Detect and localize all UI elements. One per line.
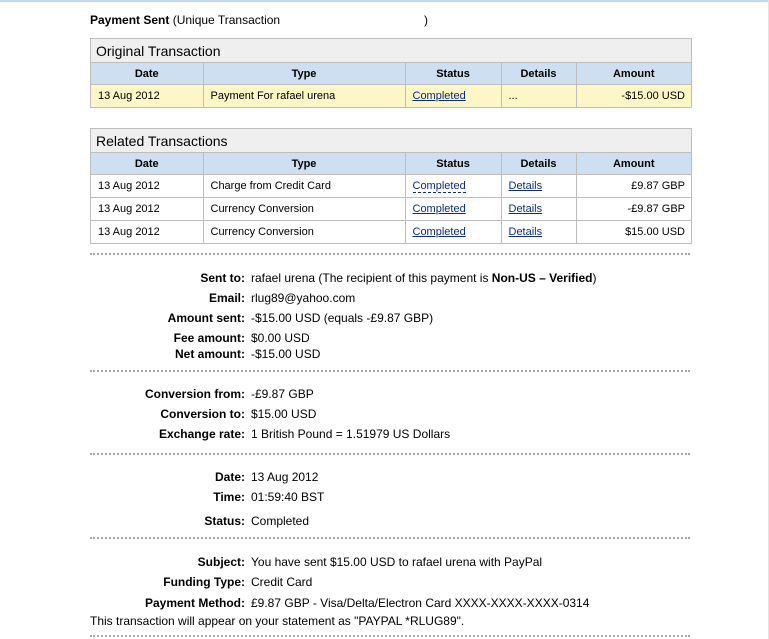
fee-amount-value: $0.00 USD: [251, 331, 310, 345]
original-transaction-title: Original Transaction: [91, 39, 691, 63]
cell-type: Payment For rafael urena: [203, 85, 405, 108]
cell-status: [405, 198, 501, 221]
recipient-name: rafael urena: [251, 271, 316, 285]
net-amount-value: -$15.00 USD: [251, 347, 321, 361]
exchange-rate-row: [0, 427, 769, 443]
cell-status: [405, 85, 501, 108]
table-row: [91, 175, 691, 198]
top-border: [0, 0, 769, 2]
section-divider: [90, 453, 690, 455]
recipient-note: (The recipient of this payment is: [315, 271, 492, 285]
cell-date: 13 Aug 2012: [91, 85, 203, 108]
table-header-row: [91, 153, 691, 175]
funding-type-row: [0, 575, 769, 591]
cell-details: [501, 221, 576, 244]
section-divider: [90, 537, 690, 539]
conversion-to-value: $15.00 USD: [251, 407, 317, 421]
cell-amount: $15.00 USD: [576, 221, 691, 244]
conversion-to-label: Conversion to:: [160, 407, 245, 421]
page-heading: [90, 13, 428, 27]
cell-status: [405, 175, 501, 198]
section-divider: [90, 635, 690, 637]
date-value: 13 Aug 2012: [251, 470, 319, 484]
recipient-note-close: ): [592, 271, 597, 285]
cell-date: 13 Aug 2012: [91, 198, 203, 221]
payment-method-row: [0, 596, 769, 612]
page-subtitle-close: ): [424, 13, 428, 27]
conversion-to-row: [0, 407, 769, 423]
cell-details: [501, 198, 576, 221]
amount-sent-label: Amount sent:: [167, 311, 245, 325]
cell-type: Currency Conversion: [203, 221, 405, 244]
details-link[interactable]: Details: [508, 226, 543, 238]
fee-amount-row: [0, 331, 769, 347]
sent-to-label: Sent to:: [200, 271, 245, 285]
original-transaction-table: [91, 63, 691, 107]
page-subtitle: (Unique Transaction: [169, 13, 281, 27]
cell-amount: -$15.00 USD: [576, 85, 691, 108]
date-row: [0, 470, 769, 486]
status-completed-link[interactable]: Completed: [412, 180, 466, 192]
conversion-from-row: [0, 387, 769, 403]
email-label: Email:: [208, 291, 245, 305]
payment-method-value: £9.87 GBP - Visa/Delta/Electron Card XXXX-XXXX-XXXX-0314: [251, 596, 590, 610]
status-completed-link[interactable]: Completed: [412, 226, 466, 238]
subject-label: Subject:: [197, 555, 245, 569]
funding-type-value: Credit Card: [251, 575, 313, 589]
email-value: rlug89@yahoo.com: [251, 291, 356, 305]
column-header-date: Date: [91, 63, 203, 85]
section-divider: [90, 253, 690, 255]
page-title: Payment Sent: [90, 13, 170, 27]
details-link[interactable]: Details: [508, 203, 543, 215]
date-label: Date:: [214, 470, 245, 484]
status-label: Status:: [204, 514, 245, 528]
net-amount-row: [0, 347, 769, 363]
table-row: [91, 85, 691, 108]
status-row: [0, 514, 769, 530]
cell-date: 13 Aug 2012: [91, 221, 203, 244]
exchange-rate-label: Exchange rate:: [158, 427, 245, 441]
status-value: Completed: [251, 514, 310, 528]
column-header-status: Status: [405, 153, 501, 175]
section-divider: [90, 370, 690, 372]
fee-amount-label: Fee amount:: [173, 331, 245, 345]
sent-to-row: [0, 271, 769, 287]
column-header-date: Date: [91, 153, 203, 175]
column-header-type: Type: [203, 153, 405, 175]
subject-value: You have sent $15.00 USD to rafael urena with PayPal: [251, 555, 543, 569]
related-transactions-panel: [90, 128, 692, 244]
cell-amount: £9.87 GBP: [576, 175, 691, 198]
amount-sent-row: [0, 311, 769, 327]
time-label: Time:: [213, 490, 245, 504]
column-header-amount: Amount: [576, 153, 691, 175]
column-header-type: Type: [203, 63, 405, 85]
amount-sent-value: -$15.00 USD (equals -£9.87 GBP): [251, 311, 434, 325]
related-transactions-table: [91, 153, 691, 243]
cell-type: Charge from Credit Card: [203, 175, 405, 198]
original-transaction-panel: [90, 38, 692, 108]
column-header-amount: Amount: [576, 63, 691, 85]
status-completed-link[interactable]: Completed: [412, 90, 466, 102]
conversion-from-label: Conversion from:: [144, 387, 245, 401]
column-header-details: Details: [501, 153, 576, 175]
related-transactions-title: Related Transactions: [91, 129, 691, 153]
recipient-status: Non-US – Verified: [491, 271, 593, 285]
table-row: [91, 221, 691, 244]
email-row: [0, 291, 769, 307]
subject-row: [0, 555, 769, 571]
column-header-status: Status: [405, 63, 501, 85]
cell-details: [501, 175, 576, 198]
cell-amount: -£9.87 GBP: [576, 198, 691, 221]
net-amount-label: Net amount:: [175, 347, 245, 361]
cell-date: 13 Aug 2012: [91, 175, 203, 198]
details-link[interactable]: Details: [508, 180, 543, 192]
sent-to-value: [251, 271, 596, 285]
status-completed-link[interactable]: Completed: [412, 203, 466, 215]
conversion-from-value: -£9.87 GBP: [251, 387, 314, 401]
time-row: [0, 490, 769, 506]
column-header-details: Details: [501, 63, 576, 85]
exchange-rate-value: 1 British Pound = 1.51979 US Dollars: [251, 427, 451, 441]
funding-type-label: Funding Type:: [163, 575, 245, 589]
cell-status: [405, 221, 501, 244]
statement-note: This transaction will appear on your statement as "PAYPAL *RLUG89".: [90, 614, 465, 628]
cell-type: Currency Conversion: [203, 198, 405, 221]
table-row: [91, 198, 691, 221]
payment-method-label: Payment Method:: [144, 596, 245, 610]
table-header-row: [91, 63, 691, 85]
cell-details: ...: [501, 85, 576, 108]
time-value: 01:59:40 BST: [251, 490, 325, 504]
